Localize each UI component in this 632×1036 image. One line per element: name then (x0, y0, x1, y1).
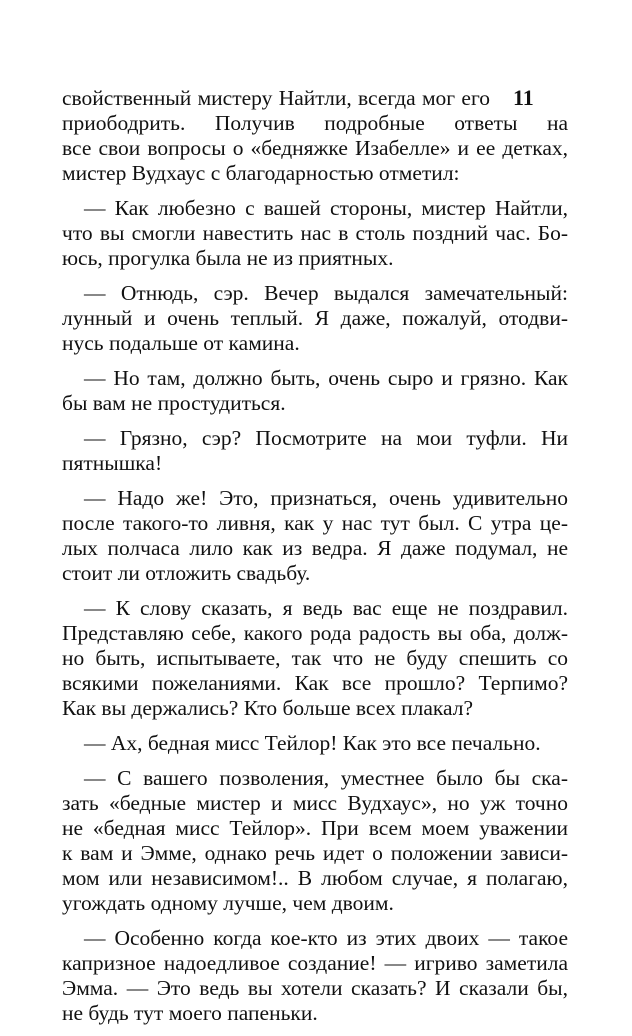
text-line: лых полчаса лило как из ведра. Я даже подумал, не (62, 536, 568, 560)
text-line: мом или независимом!.. В любом случае, я полагаю, (62, 866, 568, 890)
paragraph (62, 196, 568, 271)
text-line: но быть, испытываете, так что не буду спешить со (62, 646, 568, 670)
text-line: — Надо же! Это, признаться, очень удивительно (84, 486, 568, 510)
paragraph (62, 766, 568, 916)
text-line: капризное надоедливое создание! — игриво заметила (62, 951, 568, 975)
text-line: зать «бедные мистер и мисс Вудхаус», но уж точно (62, 791, 568, 815)
text-line: — Отнюдь, сэр. Вечер выдался замечательный: (84, 281, 568, 305)
text-line: после такого-то ливня, как у нас тут был. С утра це- (62, 511, 568, 535)
paragraph (62, 486, 568, 586)
body-text (62, 86, 568, 1036)
text-line: всякими пожеланиями. Как все прошло? Терпимо? (62, 671, 568, 695)
paragraph (62, 731, 568, 756)
text-line: бы вам не простудиться. (62, 391, 286, 415)
text-line: что вы смогли навестить нас в столь поздний час. Бо- (62, 221, 568, 245)
text-line: пятнышка! (62, 451, 163, 475)
text-line: Как вы держались? Кто больше всех плакал? (62, 696, 473, 720)
text-line: нусь подальше от камина. (62, 331, 300, 355)
paragraph (62, 281, 568, 356)
text-line: угождать одному лучше, чем двоим. (62, 891, 394, 915)
text-line: — Но там, должно быть, очень сыро и грязно. Как (84, 366, 568, 390)
text-line: — Как любезно с вашей стороны, мистер Найтли, (84, 196, 568, 220)
text-line: не будь тут моего папеньки. (62, 1001, 318, 1025)
text-line: к вам и Эмме, однако речь идет о положении зависи- (62, 841, 568, 865)
paragraph (62, 426, 568, 476)
page-number: 11 (513, 85, 534, 110)
text-line: лунный и очень теплый. Я даже, пожалуй, отодви- (62, 306, 568, 330)
text-line: приободрить. Получив подробные ответы на (62, 111, 568, 135)
text-line: Представляю себе, какого рода радость вы оба, долж- (62, 621, 568, 645)
text-line: юсь, прогулка была не из приятных. (62, 246, 394, 270)
text-line: Эмма. — Это ведь вы хотели сказать? И сказали бы, (62, 976, 568, 1000)
text-line: — С вашего позволения, уместнее было бы ска- (84, 766, 568, 790)
text-line: мистер Вудхаус с благодарностью отметил: (62, 161, 460, 185)
text-line: стоит ли отложить свадьбу. (62, 561, 311, 585)
paragraph (62, 596, 568, 721)
text-line: все свои вопросы о «бедняжке Изабелле» и ее детках, (62, 136, 568, 160)
text-line: не «бедная мисс Тейлор». При всем моем уважении (62, 816, 568, 840)
paragraph (62, 926, 568, 1026)
paragraph (62, 86, 568, 186)
text-line: свойственный мистеру Найтли, всегда мог его (62, 86, 490, 110)
text-line: — Грязно, сэр? Посмотрите на мои туфли. Ни (84, 426, 568, 450)
paragraph (62, 366, 568, 416)
text-line: — К слову сказать, я ведь вас еще не поздравил. (84, 596, 568, 620)
text-line: — Особенно когда кое-кто из этих двоих — такое (84, 926, 568, 950)
text-line: — Ах, бедная мисс Тейлор! Как это все печально. (84, 731, 541, 755)
